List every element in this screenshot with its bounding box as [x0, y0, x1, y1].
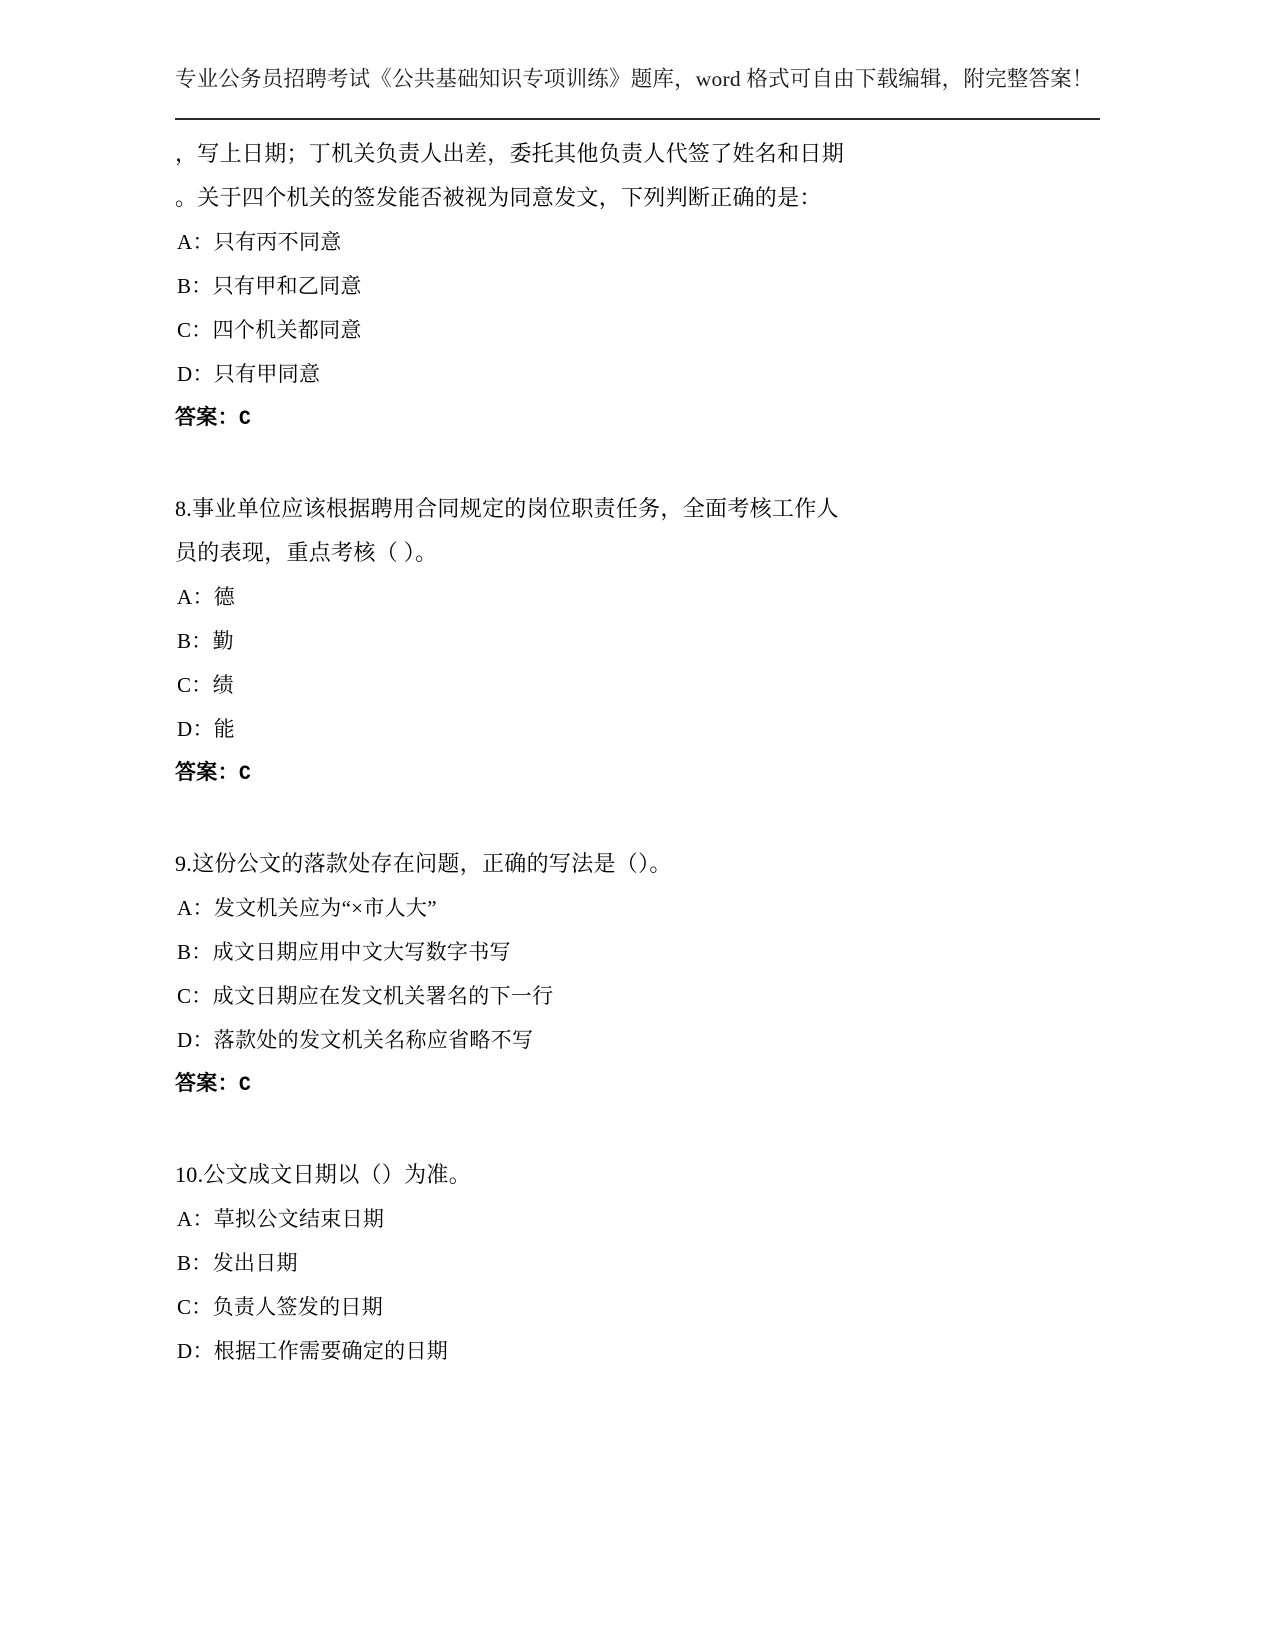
question-stem-line: 10.公文成文日期以（）为准。: [175, 1162, 472, 1187]
answer-value: C: [238, 1074, 252, 1097]
option-a[interactable]: A：草拟公文结束日期: [177, 1207, 385, 1231]
question-stem-line: ，写上日期；丁机关负责人出差，委托其他负责人代签了姓名和日期: [175, 141, 845, 166]
question-stem-line: 。关于四个机关的签发能否被视为同意发文，下列判断正确的是：: [175, 185, 822, 210]
option-b[interactable]: B：发出日期: [177, 1251, 298, 1275]
header-divider: [175, 118, 1100, 120]
spacer: [175, 1107, 1100, 1153]
answer-label: 答案：: [175, 405, 239, 429]
question-item: [175, 487, 1100, 796]
option-b[interactable]: B：成文日期应用中文大写数字书写: [177, 940, 511, 964]
question-item: [175, 842, 1100, 1107]
answer-row: [175, 751, 1100, 796]
option-c[interactable]: C：负责人签发的日期: [177, 1295, 384, 1319]
answer-row: [175, 1062, 1100, 1107]
option-c[interactable]: C：四个机关都同意: [177, 318, 362, 342]
answer-label: 答案：: [175, 760, 239, 784]
question-stem-line: 员的表现，重点考核（ ）。: [175, 540, 438, 565]
option-a[interactable]: A：德: [177, 585, 236, 609]
question-item: [175, 1153, 1100, 1373]
document-header-note: 专业公务员招聘考试《公共基础知识专项训练》题库，word 格式可自由下载编辑，附完整答案！: [175, 67, 1094, 91]
option-a[interactable]: A：只有丙不同意: [177, 230, 342, 254]
option-d[interactable]: D：只有甲同意: [177, 362, 321, 386]
answer-row: [175, 396, 1100, 441]
option-d[interactable]: D：落款处的发文机关名称应省略不写: [177, 1028, 534, 1052]
question-item: [175, 132, 1100, 441]
answer-value: C: [238, 408, 252, 431]
answer-label: 答案：: [175, 1071, 239, 1095]
question-stem-line: 8.事业单位应该根据聘用合同规定的岗位职责任务，全面考核工作人: [175, 496, 839, 521]
option-c[interactable]: C：绩: [177, 673, 234, 697]
answer-value: C: [238, 763, 252, 786]
option-b[interactable]: B：只有甲和乙同意: [177, 274, 362, 298]
option-d[interactable]: D：根据工作需要确定的日期: [177, 1339, 449, 1363]
question-list: [175, 132, 1100, 1373]
option-b[interactable]: B：勤: [177, 629, 234, 653]
option-c[interactable]: C：成文日期应在发文机关署名的下一行: [177, 984, 554, 1008]
option-d[interactable]: D：能: [177, 717, 236, 741]
question-stem-line: 9.这份公文的落款处存在问题，正确的写法是（）。: [175, 851, 672, 876]
spacer: [175, 796, 1100, 842]
option-a[interactable]: A：发文机关应为“×市人大”: [177, 896, 437, 920]
spacer: [175, 441, 1100, 487]
